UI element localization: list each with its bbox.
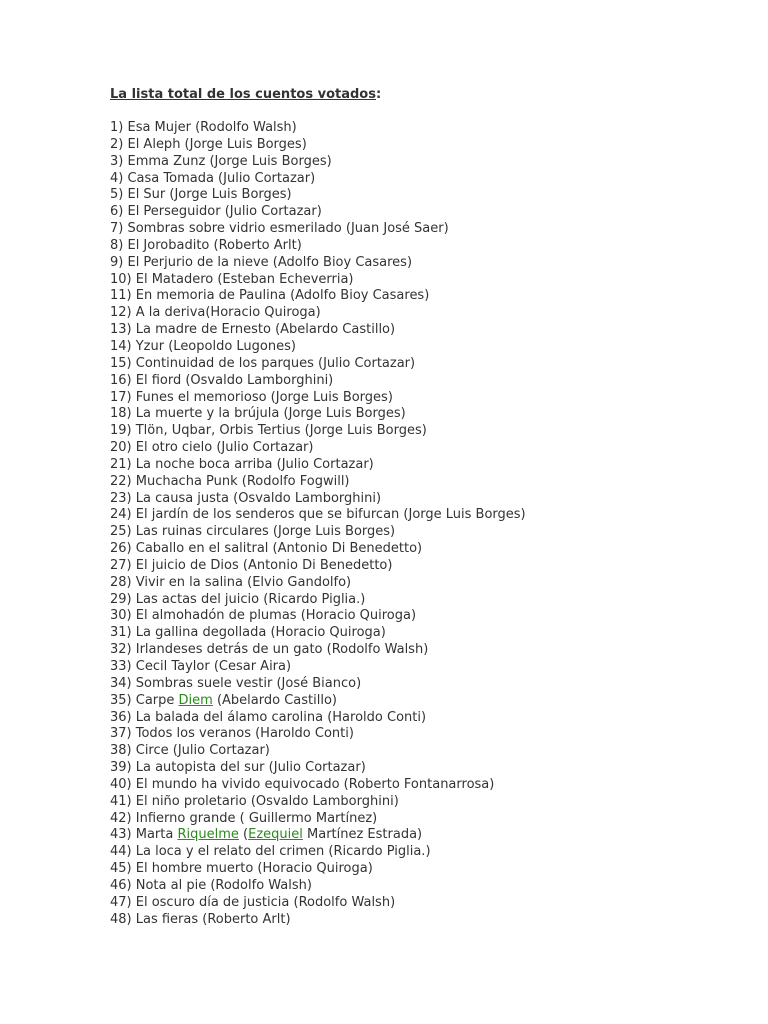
list-item-link[interactable]: Ezequiel <box>248 827 303 843</box>
list-item: 15) Continuidad de los parques (Julio Cortazar) <box>110 355 416 371</box>
list-item-link[interactable]: Diem <box>178 692 213 708</box>
list-item: 37) Todos los veranos (Haroldo Conti) <box>110 726 354 742</box>
story-list <box>110 120 750 929</box>
list-item-text: ( <box>238 827 249 843</box>
blank-line <box>110 103 750 120</box>
list-item-link[interactable]: Riquelme <box>177 827 239 843</box>
list-item: 16) El fiord (Osvaldo Lamborghini) <box>110 372 334 388</box>
list-heading <box>110 86 750 103</box>
list-item-text: (Abelardo Castillo) <box>212 692 337 708</box>
list-item: 31) La gallina degollada (Horacio Quiroga) <box>110 625 386 641</box>
list-item: 41) El niño proletario (Osvaldo Lamborghini) <box>110 793 399 809</box>
list-item: 24) El jardín de los senderos que se bifurcan (Jorge Luis Borges) <box>110 507 526 523</box>
list-item: 4) Casa Tomada (Julio Cortazar) <box>110 170 316 186</box>
list-item: 7) Sombras sobre vidrio esmerilado (Juan José Saer) <box>110 221 449 237</box>
list-item: 19) Tlön, Uqbar, Orbis Tertius (Jorge Luis Borges) <box>110 423 427 439</box>
list-item: 17) Funes el memorioso (Jorge Luis Borges) <box>110 389 393 405</box>
list-item: 32) Irlandeses detrás de un gato (Rodolfo Walsh) <box>110 642 429 658</box>
document-body <box>110 86 750 929</box>
list-item: 45) El hombre muerto (Horacio Quiroga) <box>110 861 373 877</box>
list-item: 8) El Jorobadito (Roberto Arlt) <box>110 237 302 253</box>
list-item: 29) Las actas del juicio (Ricardo Piglia.) <box>110 591 366 607</box>
list-item: 18) La muerte y la brújula (Jorge Luis Borges) <box>110 406 406 422</box>
list-heading-colon: : <box>375 87 382 102</box>
list-item: 25) Las ruinas circulares (Jorge Luis Borges) <box>110 524 396 540</box>
list-item: 20) El otro cielo (Julio Cortazar) <box>110 440 314 456</box>
list-item: 39) La autopista del sur (Julio Cortazar) <box>110 760 366 776</box>
list-item: 48) Las fieras (Roberto Arlt) <box>110 911 291 927</box>
list-item: 1) Esa Mujer (Rodolfo Walsh) <box>110 120 297 135</box>
list-item: 12) A la deriva(Horacio Quiroga) <box>110 305 321 321</box>
list-item: 26) Caballo en el salitral (Antonio Di Benedetto) <box>110 541 423 557</box>
list-item: 28) Vivir en la salina (Elvio Gandolfo) <box>110 574 352 590</box>
list-item: 3) Emma Zunz (Jorge Luis Borges) <box>110 153 332 169</box>
list-item-text: 35) Carpe <box>110 692 179 708</box>
list-item: 9) El Perjurio de la nieve (Adolfo Bioy Casares) <box>110 254 413 270</box>
list-item: 36) La balada del álamo carolina (Haroldo Conti) <box>110 709 427 725</box>
list-item: 42) Infierno grande ( Guillermo Martínez) <box>110 810 378 826</box>
list-item: 23) La causa justa (Osvaldo Lamborghini) <box>110 490 382 506</box>
list-item: 30) El almohadón de plumas (Horacio Quiroga) <box>110 608 417 624</box>
list-item: 10) El Matadero (Esteban Echeverria) <box>110 271 354 287</box>
list-item-text: Martínez Estrada) <box>302 827 423 843</box>
list-item: 14) Yzur (Leopoldo Lugones) <box>110 338 296 354</box>
list-item: 13) La madre de Ernesto (Abelardo Castillo) <box>110 322 396 338</box>
list-item: 33) Cecil Taylor (Cesar Aira) <box>110 659 292 674</box>
list-item: 22) Muchacha Punk (Rodolfo Fogwill) <box>110 473 350 489</box>
list-item: 44) La loca y el relato del crimen (Ricardo Piglia.) <box>110 844 431 860</box>
list-item: 47) El oscuro día de justicia (Rodolfo Walsh) <box>110 894 396 910</box>
list-item: 11) En memoria de Paulina (Adolfo Bioy Casares) <box>110 288 430 304</box>
list-item <box>110 827 750 844</box>
list-heading-title: La lista total de los cuentos votados <box>110 87 376 102</box>
list-item: 34) Sombras suele vestir (José Bianco) <box>110 675 362 691</box>
list-item: 46) Nota al pie (Rodolfo Walsh) <box>110 877 312 893</box>
list-item: 2) El Aleph (Jorge Luis Borges) <box>110 136 307 152</box>
list-item: 38) Circe (Julio Cortazar) <box>110 743 270 759</box>
list-item-text: 43) Marta <box>110 827 178 843</box>
list-item <box>110 693 750 710</box>
list-item: 40) El mundo ha vivido equivocado (Roberto Fontanarrosa) <box>110 776 495 792</box>
list-item: 21) La noche boca arriba (Julio Cortazar) <box>110 456 374 472</box>
list-item: 27) El juicio de Dios (Antonio Di Benedetto) <box>110 557 393 573</box>
list-item: 6) El Perseguidor (Julio Cortazar) <box>110 204 322 220</box>
list-item: 5) El Sur (Jorge Luis Borges) <box>110 187 292 203</box>
